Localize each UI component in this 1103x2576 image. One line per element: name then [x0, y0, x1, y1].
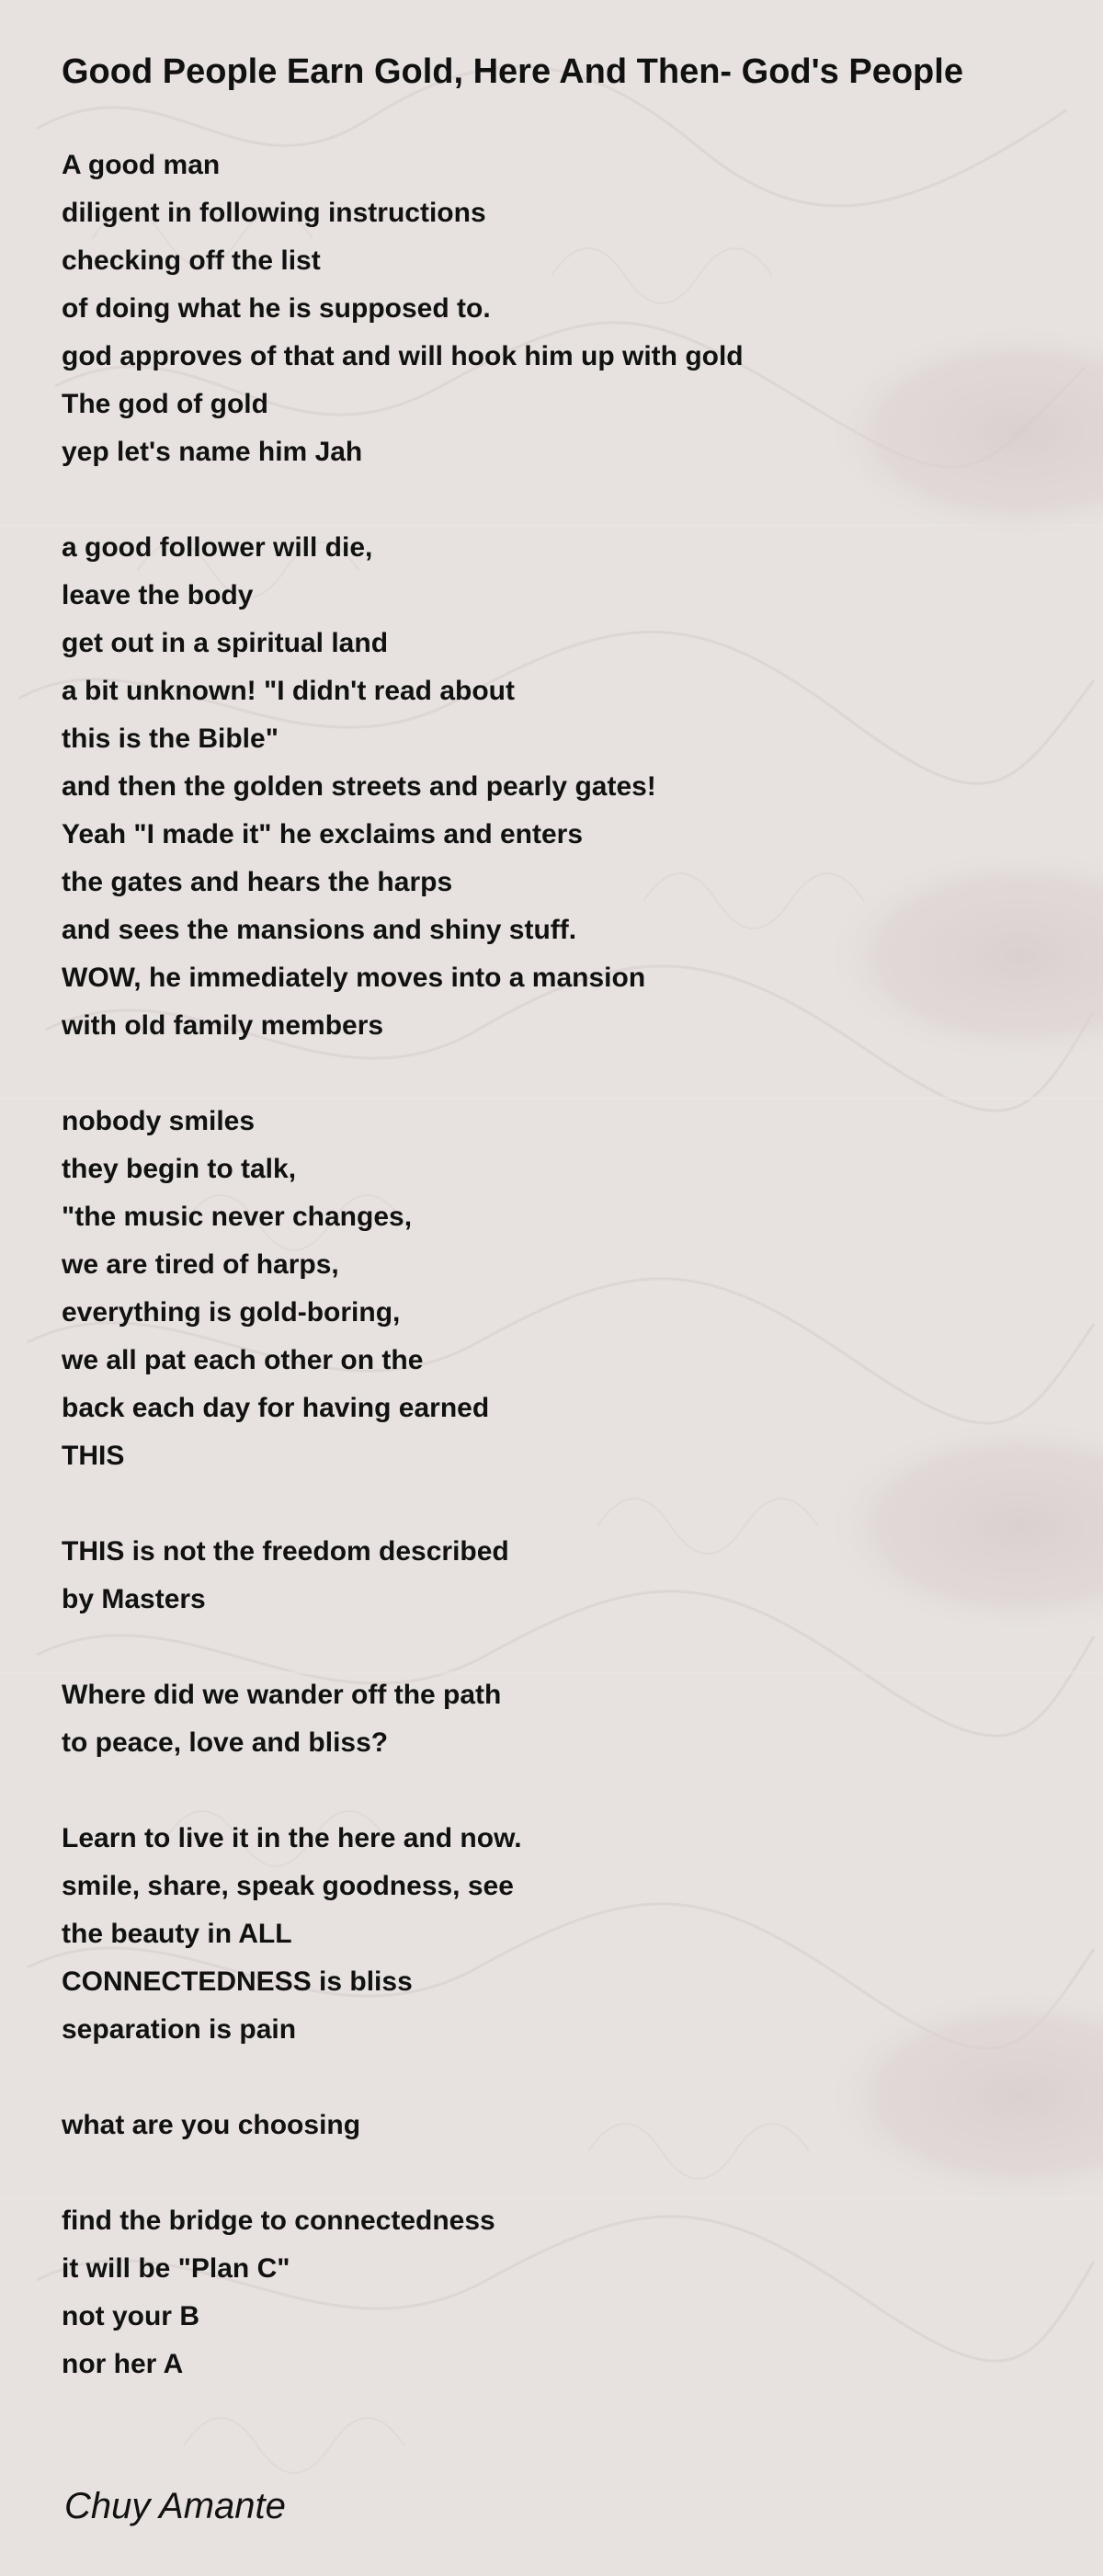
poem-line: this is the Bible"	[62, 724, 279, 754]
poem-container	[62, 0, 1054, 2436]
poem-line: the beauty in ALL	[62, 1919, 292, 1949]
poem-line: it will be "Plan C"	[62, 2253, 290, 2284]
poem-line: everything is gold-boring,	[62, 1297, 401, 1328]
poem-line: Learn to live it in the here and now.	[62, 1823, 522, 1853]
poem-line: A good man	[62, 150, 221, 180]
stanza	[62, 2102, 1054, 2149]
poem-line: back each day for having earned	[62, 1393, 490, 1423]
poem-line: get out in a spiritual land	[62, 628, 389, 658]
poem-line: and then the golden streets and pearly gates!	[62, 771, 656, 802]
stanza	[62, 1098, 1054, 1480]
poem-line: a bit unknown! "I didn't read about	[62, 676, 515, 706]
poem-line: a good follower will die,	[62, 532, 373, 563]
poem-line: nor her A	[62, 2349, 184, 2379]
poem-line: diligent in following instructions	[62, 198, 486, 228]
poem-line: the gates and hears the harps	[62, 867, 453, 897]
poem-body	[62, 142, 1054, 2388]
poem-line: Where did we wander off the path	[62, 1680, 502, 1710]
poem-line: THIS	[62, 1441, 125, 1471]
poem-line: CONNECTEDNESS is bliss	[62, 1966, 413, 1997]
poem-line: we all pat each other on the	[62, 1345, 424, 1375]
poem-line: nobody smiles	[62, 1106, 256, 1136]
poem-line: "the music never changes,	[62, 1202, 413, 1232]
poem-line: checking off the list	[62, 245, 321, 276]
poem-line: yep let's name him Jah	[62, 437, 363, 467]
poem-line: to peace, love and bliss?	[62, 1727, 389, 1758]
stanza	[62, 1815, 1054, 2054]
poem-line: of doing what he is supposed to.	[62, 293, 491, 324]
stanza	[62, 1671, 1054, 1767]
poem-line: by Masters	[62, 1584, 206, 1614]
poem-author: Chuy Amante	[64, 2486, 286, 2526]
stanza	[62, 524, 1054, 1050]
poem-line: we are tired of harps,	[62, 1249, 339, 1280]
poem-line: what are you choosing	[62, 2110, 361, 2140]
poem-line: not your B	[62, 2301, 199, 2331]
poem-line: leave the body	[62, 580, 254, 610]
poem-line: Yeah "I made it" he exclaims and enters	[62, 819, 584, 849]
poem-line: and sees the mansions and shiny stuff.	[62, 915, 577, 945]
poem-line: WOW, he immediately moves into a mansion	[62, 963, 646, 993]
poem-line: they begin to talk,	[62, 1154, 297, 1184]
stanza	[62, 2197, 1054, 2388]
poem-line: smile, share, speak goodness, see	[62, 1871, 514, 1901]
stanza	[62, 1528, 1054, 1624]
poem-line: god approves of that and will hook him up with gold	[62, 341, 744, 371]
poem-line: find the bridge to connectedness	[62, 2206, 495, 2236]
poem-line: THIS is not the freedom described	[62, 1536, 509, 1567]
poem-line: separation is pain	[62, 2014, 297, 2045]
stanza	[62, 142, 1054, 476]
poem-line: with old family members	[62, 1010, 384, 1041]
poem-line: The god of gold	[62, 389, 268, 419]
poem-title: Good People Earn Gold, Here And Then- God's People	[62, 52, 963, 91]
